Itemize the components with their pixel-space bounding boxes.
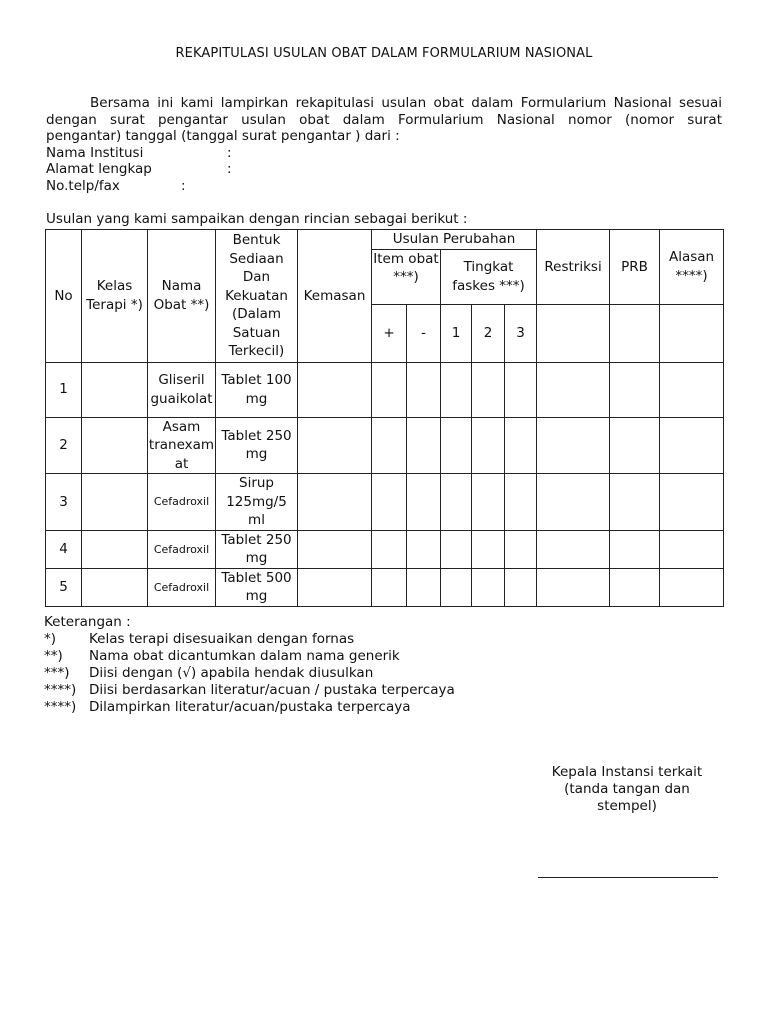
row-alasan (660, 362, 724, 417)
field-label: Alamat lengkap (46, 161, 152, 177)
row-plus (372, 474, 407, 531)
row-faskes-3 (505, 530, 537, 568)
row-faskes-2 (472, 417, 505, 474)
row-kelas-terapi (82, 474, 148, 531)
row-bentuk: Tablet 250 mg (216, 417, 298, 474)
row-faskes-3 (505, 568, 537, 606)
row-alasan (660, 530, 724, 568)
row-kelas-terapi (82, 362, 148, 417)
row-bentuk: Tablet 500 mg (216, 568, 298, 606)
header-kelas-terapi: Kelas Terapi *) (82, 230, 148, 363)
row-faskes-1 (441, 568, 472, 606)
row-kemasan (298, 474, 372, 531)
row-kemasan (298, 417, 372, 474)
keterangan-mark: ***) (44, 665, 70, 681)
row-nama-obat: Cefadroxil (148, 568, 216, 606)
header-alasan: Alasan ****) (660, 230, 724, 305)
row-bentuk: Tablet 100 mg (216, 362, 298, 417)
header-faskes-1: 1 (441, 304, 472, 362)
header-usulan-perubahan: Usulan Perubahan (372, 230, 537, 250)
row-faskes-1 (441, 417, 472, 474)
row-minus (407, 362, 441, 417)
keterangan-mark: ****) (44, 699, 77, 715)
field-colon: : (227, 161, 232, 177)
header-minus: - (407, 304, 441, 362)
row-restriksi (537, 568, 610, 606)
row-prb (610, 474, 660, 531)
signature-block (520, 764, 734, 815)
row-nama-obat: Cefadroxil (148, 530, 216, 568)
row-faskes-2 (472, 362, 505, 417)
row-plus (372, 530, 407, 568)
keterangan-mark: ****) (44, 682, 77, 698)
row-no: 1 (46, 362, 82, 417)
intro-paragraph (46, 95, 722, 145)
row-plus (372, 362, 407, 417)
row-restriksi (537, 417, 610, 474)
keterangan-heading: Keterangan : (44, 614, 131, 630)
row-no: 4 (46, 530, 82, 568)
header-bentuk-sediaan: Bentuk Sediaan Dan Kekuatan (Dalam Satuan Terkecil) (216, 230, 298, 363)
row-alasan (660, 568, 724, 606)
row-minus (407, 417, 441, 474)
keterangan-item (44, 665, 374, 682)
table-row (46, 568, 724, 606)
signature-instruction-cont: stempel) (597, 798, 657, 814)
row-prb (610, 568, 660, 606)
row-faskes-1 (441, 362, 472, 417)
field-no-telp-fax (46, 178, 186, 195)
row-kelas-terapi (82, 568, 148, 606)
row-alasan (660, 417, 724, 474)
header-prb: PRB (610, 230, 660, 305)
keterangan-text: Dilampirkan literatur/acuan/pustaka terpercaya (89, 699, 411, 715)
table-intro: Usulan yang kami sampaikan dengan rincian sebagai berikut : (46, 211, 468, 227)
header-tingkat-faskes: Tingkat faskes ***) (441, 249, 537, 304)
row-alasan (660, 474, 724, 531)
document-title: REKAPITULASI USULAN OBAT DALAM FORMULARIUM NASIONAL (175, 46, 593, 61)
header-nama-obat: Nama Obat **) (148, 230, 216, 363)
table-row (46, 530, 724, 568)
header-plus: + (372, 304, 407, 362)
intro-line-3: pengantar) tanggal (tanggal surat pengantar ) dari : (46, 128, 400, 144)
row-faskes-2 (472, 530, 505, 568)
row-faskes-1 (441, 530, 472, 568)
row-faskes-2 (472, 568, 505, 606)
row-faskes-3 (505, 417, 537, 474)
row-kemasan (298, 568, 372, 606)
signature-instruction: (tanda tangan dan (564, 781, 690, 797)
table-row (46, 362, 724, 417)
field-label: No.telp/fax (46, 178, 120, 194)
field-colon: : (181, 178, 186, 194)
row-bentuk: Tablet 250 mg (216, 530, 298, 568)
header-item-obat: Item obat ***) (372, 249, 441, 304)
rekap-table (45, 229, 724, 607)
row-no: 2 (46, 417, 82, 474)
row-nama-obat: Cefadroxil (148, 474, 216, 531)
intro-line-1: Bersama ini kami lampirkan rekapitulasi usulan obat dalam Formularium Nasional sesuai (90, 95, 722, 111)
row-prb (610, 530, 660, 568)
keterangan-text: Kelas terapi disesuaikan dengan fornas (89, 631, 355, 647)
row-faskes-1 (441, 474, 472, 531)
row-no: 3 (46, 474, 82, 531)
row-minus (407, 474, 441, 531)
keterangan-text: Diisi berdasarkan literatur/acuan / pustaka terpercaya (89, 682, 455, 698)
row-no: 5 (46, 568, 82, 606)
restriksi-sub-cell (537, 304, 610, 362)
keterangan-text: Nama obat dicantumkan dalam nama generik (89, 648, 400, 664)
field-alamat-lengkap (46, 161, 232, 178)
header-faskes-3: 3 (505, 304, 537, 362)
row-kemasan (298, 362, 372, 417)
row-plus (372, 417, 407, 474)
signature-line (538, 877, 718, 878)
keterangan-section (44, 614, 455, 716)
header-no: No (46, 230, 82, 363)
signature-title: Kepala Instansi terkait (551, 764, 703, 780)
row-faskes-3 (505, 362, 537, 417)
prb-sub-cell (610, 304, 660, 362)
row-nama-obat: Asam tranexamat (148, 418, 215, 472)
keterangan-text: Diisi dengan (√) apabila hendak diusulkan (89, 665, 374, 681)
row-prb (610, 417, 660, 474)
row-bentuk: Sirup 125mg/5 ml (216, 474, 298, 531)
row-faskes-3 (505, 474, 537, 531)
keterangan-mark: **) (44, 648, 63, 664)
row-plus (372, 568, 407, 606)
row-restriksi (537, 474, 610, 531)
table-row (46, 474, 724, 531)
keterangan-item (44, 631, 355, 648)
table-row (46, 417, 724, 474)
keterangan-item (44, 699, 411, 716)
keterangan-mark: *) (44, 631, 57, 647)
keterangan-item (44, 682, 455, 699)
row-restriksi (537, 362, 610, 417)
row-nama-obat: Gliseril guaikolat (148, 362, 216, 417)
keterangan-item (44, 648, 400, 665)
row-minus (407, 530, 441, 568)
field-label: Nama Institusi (46, 145, 144, 161)
row-restriksi (537, 530, 610, 568)
row-kelas-terapi (82, 530, 148, 568)
header-faskes-2: 2 (472, 304, 505, 362)
alasan-sub-cell (660, 304, 724, 362)
row-minus (407, 568, 441, 606)
row-kemasan (298, 530, 372, 568)
header-kemasan: Kemasan (298, 230, 372, 363)
field-nama-institusi (46, 145, 232, 162)
row-prb (610, 362, 660, 417)
header-restriksi: Restriksi (537, 230, 610, 305)
intro-line-2: dengan surat pengantar usulan obat dalam Formularium Nasional nomor (nomor surat (46, 111, 722, 128)
row-kelas-terapi (82, 417, 148, 474)
row-faskes-2 (472, 474, 505, 531)
field-colon: : (227, 145, 232, 161)
